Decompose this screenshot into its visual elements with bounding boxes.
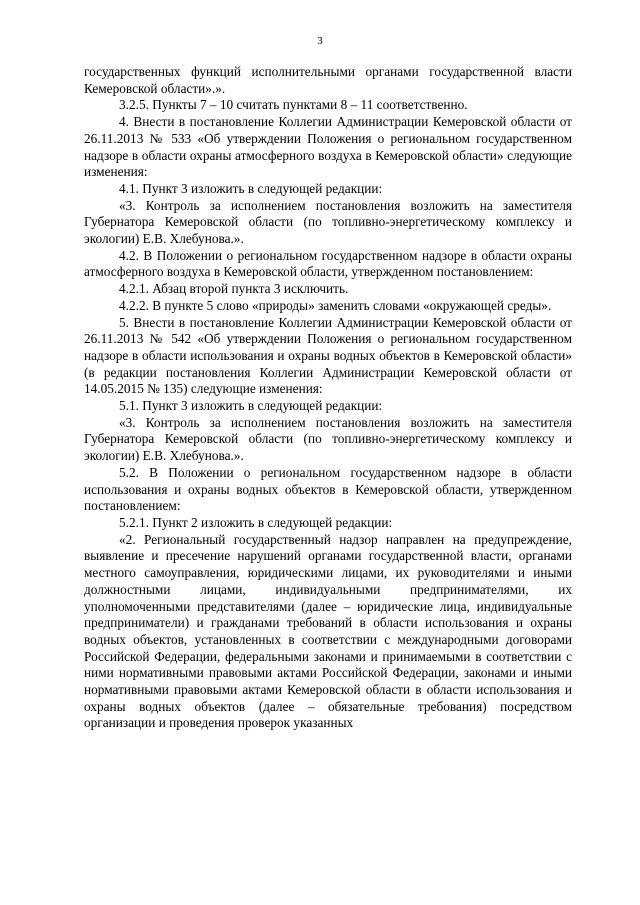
paragraph: «3. Контроль за исполнением постановления возложить на заместителя Губернатора Кемеровской области (по топливно-энергетическому комплексу и экологии) Е.В. Хлебунова.». xyxy=(84,414,572,464)
paragraph: 5.2. В Положении о региональном государственном надзоре в области использования и охраны водных объектов в Кемеровской области, утвержденном постановлением: xyxy=(84,464,572,514)
paragraph: 4.2.1. Абзац второй пункта 3 исключить. xyxy=(119,281,349,297)
paragraph: «2. Региональный государственный надзор направлен на предупреждение, выявление и пресечение нарушений органами государственной власти, органами местного самоуправления, юридическими лицами, их руководителями и иными должностными лицами, индивидуальными предпринимателями, их уполномоченными представителями (далее – юридические лица, индивидуальные предприниматели) и гражданами требований в области использования и охраны водных объектов, установленных в соответствии с международными договорами Российской Федерации, федеральными законами и принимаемыми в соответствии с ними нормативными правовыми актами Российской Федерации, законами и иными нормативными правовыми актами Кемеровской области в области использования и охраны водных объектов (далее – обязательные требования) посредством организации и проведения проверок указанных xyxy=(84,531,572,731)
paragraph: государственных функций исполнительными органами государственной власти Кемеровской области».». xyxy=(84,64,572,96)
paragraph: 5.1. Пункт 3 изложить в следующей редакции: xyxy=(119,398,383,414)
paragraph: 3.2.5. Пункты 7 – 10 считать пунктами 8 – 11 соответственно. xyxy=(119,97,468,113)
page-number: 3 xyxy=(317,35,323,47)
paragraph: «3. Контроль за исполнением постановления возложить на заместителя Губернатора Кемеровской области (по топливно-энергетическому комплексу и экологии) Е.В. Хлебунова.». xyxy=(84,197,572,247)
paragraph: 4.1. Пункт 3 изложить в следующей редакции: xyxy=(119,180,383,196)
paragraph: 4. Внести в постановление Коллегии Администрации Кемеровской области от 26.11.2013 № 533 «Об утверждении Положения о региональном государственном надзоре в области охраны атмосферного воздуха в Кемеровской области» следующие изменения: xyxy=(84,114,572,180)
paragraph: 4.2. В Положении о региональном государственном надзоре в области охраны атмосферного воздуха в Кемеровской области, утвержденном постановлением: xyxy=(84,247,572,280)
paragraph: 4.2.2. В пункте 5 слово «природы» заменить словами «окружающей среды». xyxy=(119,297,552,313)
paragraph: 5.2.1. Пункт 2 изложить в следующей редакции: xyxy=(119,514,393,530)
document-body xyxy=(84,64,572,732)
paragraph: 5. Внести в постановление Коллегии Администрации Кемеровской области от 26.11.2013 № 542 «Об утверждении Положения о региональном государственном надзоре в области использования и охраны водных объектов в Кемеровской области» (в редакции постановления Коллегии Администрации Кемеровской области от 14.05.2015 № 135) следующие изменения: xyxy=(84,314,572,397)
